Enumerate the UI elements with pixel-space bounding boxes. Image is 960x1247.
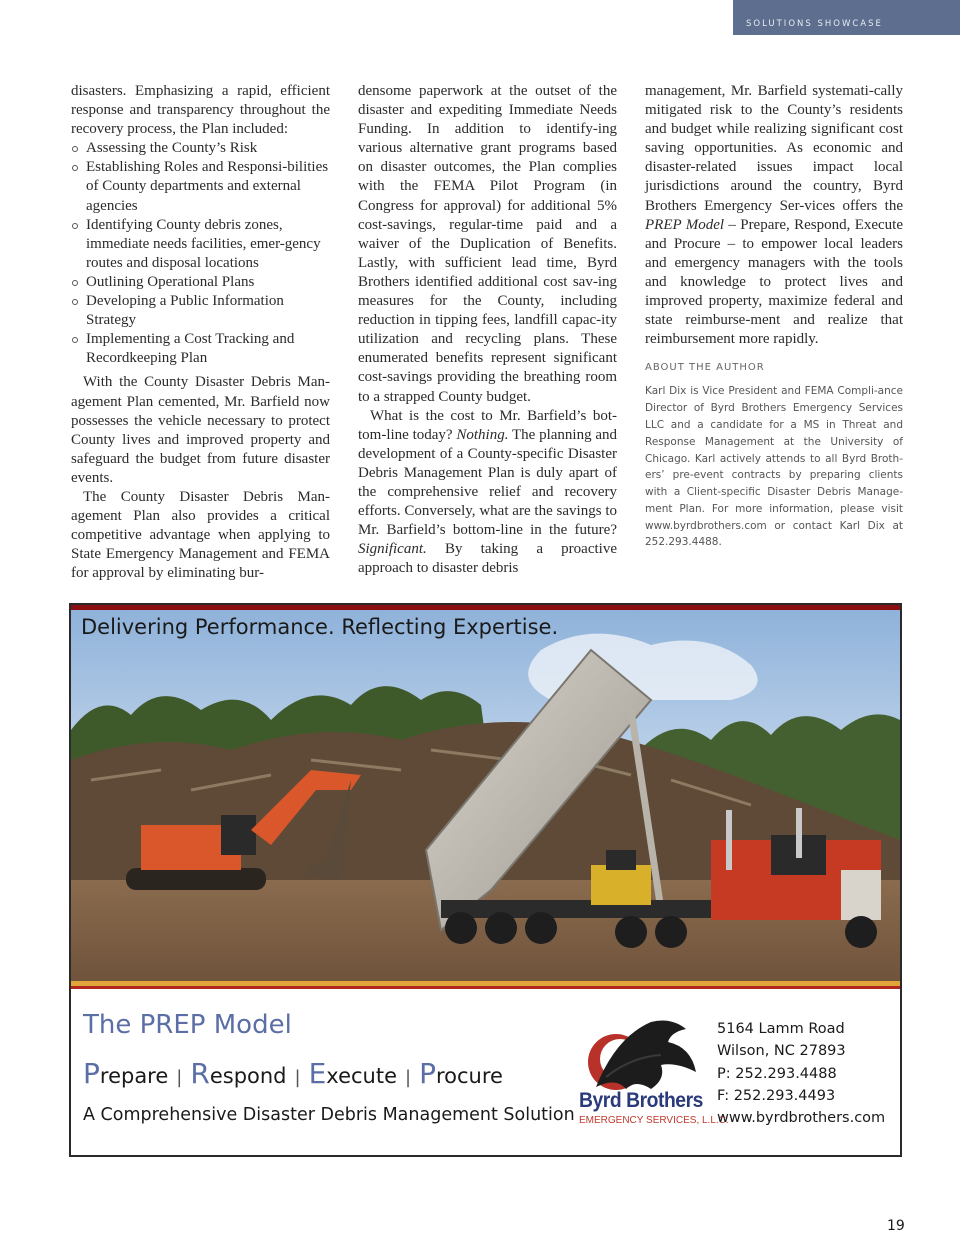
article-column-2 (358, 82, 617, 578)
advertisement (69, 603, 902, 1157)
text-run: – Prepare, Respond, Execute and Procure – to empower local leaders and emergency managers with the tools and knowledge to protect lives and improved property, maximize federal and state reimburse-ment and realize that reimbursement more rapidly. (645, 216, 904, 348)
logo-subtitle: EMERGENCY SERVICES, L.L.C. (579, 1115, 729, 1126)
step-rest: espond (209, 1064, 287, 1088)
page-number: 19 (887, 1218, 905, 1234)
about-author-body: Karl Dix is Vice President and FEMA Compli-ance Director of Byrd Brothers Emergency Services LLC and a candidate for a MS in Threat and Response Management at the University of Chicago. Karl actively attends to all Byrd Broth-ers’ pre-event contracts by preparing clients with a Client-specific Disaster Debris Manage-ment Plan. For more information, please visit www.byrdbrothers.com or contact Karl Dix at 252.293.4488. (645, 385, 903, 549)
about-author-heading: ABOUT THE AUTHOR (645, 362, 765, 374)
contact-city: Wilson, NC 27893 (717, 1043, 846, 1060)
bullet-item: Developing a Public Information Strategy (71, 292, 330, 330)
text-run: What is the cost to Mr. Barfield’s bot-tom-line today? (358, 407, 617, 443)
step-prepare (83, 1057, 169, 1090)
debris-site-photo (71, 610, 900, 982)
col3-paragraph (645, 82, 903, 349)
ad-stripe-red (71, 986, 900, 989)
prep-tagline: A Comprehensive Disaster Debris Management Solution (83, 1105, 575, 1125)
emphasis-text: Significant. (358, 541, 427, 558)
step-rest: rocure (435, 1064, 503, 1088)
text-run: management, Mr. Barfield systemati-cally mitigated risk to the County’s residents and budget while realizing significant cost saving opportunities. As economic and disaster-related issues impact local jurisdictions around the country, Byrd Brothers Emergency Ser-vices offers the (645, 83, 903, 214)
contact-block (717, 1018, 885, 1129)
step-execute (308, 1057, 398, 1090)
step-procure (419, 1057, 503, 1090)
step-initial: E (308, 1057, 327, 1090)
step-separator: | (294, 1067, 301, 1088)
bullet-item: Establishing Roles and Responsi-bilities of County departments and external agencies (71, 158, 330, 215)
bullet-item: Assessing the County’s Risk (71, 139, 330, 158)
step-initial: P (419, 1057, 436, 1090)
section-tab: SOLUTIONS SHOWCASE (733, 0, 960, 35)
step-separator: | (405, 1067, 412, 1088)
col1-paragraph: With the County Disaster Debris Man-agement Plan cemented, Mr. Barfield now possesses the vehicle necessary to protect County lives and improved property and safeguard the budget from future disaster events. (71, 374, 330, 486)
bullet-item: Identifying County debris zones, immediate needs facilities, emer-gency routes and disposal locations (71, 216, 330, 273)
step-respond (190, 1057, 287, 1090)
col2-paragraph: densome paperwork at the outset of the disaster and expediting Immediate Needs Funding. In addition to identify-ing various alternative grant programs based on disaster outcomes, the Plan complies with the FEMA Pilot Program (in Congress for approval) for additional 5% cost-savings, regular-time paid and a waiver of the Duplication of Benefits. Lastly, with sufficient lead time, Byrd Brothers identified additional cost sav-ing measures for the County, including reduction in tipping fees, landfill capac-ity utilization and recycling plans. These enumerated benefits represent significant cost-savings providing the breathing room to a strapped County budget. (358, 83, 617, 405)
emphasis-text: PREP Model (645, 216, 725, 233)
bullet-item: Outlining Operational Plans (71, 273, 330, 292)
step-rest: xecute (326, 1064, 398, 1088)
plan-bullet-list (71, 139, 330, 368)
text-run: The planning and development of a County-specific Disaster Debris Management Plan is duly apart of the comprehensive relief and recovery efforts. Conversely, what are the savings to Mr. Barfield’s bottom-line in the future? (358, 426, 618, 539)
step-initial: P (83, 1057, 100, 1090)
ad-headline: Delivering Performance. Reflecting Expertise. (81, 615, 559, 639)
step-separator: | (176, 1067, 183, 1088)
step-rest: repare (99, 1064, 169, 1088)
col1-intro: disasters. Emphasizing a rapid, efficient response and transparency throughout the recovery process, the Plan included: (71, 83, 330, 138)
contact-phone: P: 252.293.4488 (717, 1065, 837, 1082)
contact-street: 5164 Lamm Road (717, 1021, 845, 1037)
emphasis-text: Nothing. (456, 426, 509, 443)
bullet-item: Implementing a Cost Tracking and Recordkeeping Plan (71, 330, 330, 368)
prep-model-title: The PREP Model (83, 1010, 292, 1040)
prep-steps (83, 1057, 503, 1090)
article-column-3 (645, 82, 903, 551)
article-column-1 (71, 82, 330, 583)
col1-paragraph: The County Disaster Debris Man-agement Plan also provides a critical competitive advantage when applying to State Emergency Management and FEMA for approval by eliminating bur- (71, 488, 330, 582)
contact-website: www.byrdbrothers.com (717, 1110, 886, 1127)
logo-wordmark: Byrd Brothers (579, 1089, 703, 1112)
step-initial: R (190, 1057, 210, 1090)
text-run: By taking a proactive approach to disaster debris (358, 541, 617, 577)
col2-paragraph (358, 407, 617, 579)
contact-fax: F: 252.293.4493 (717, 1087, 836, 1104)
